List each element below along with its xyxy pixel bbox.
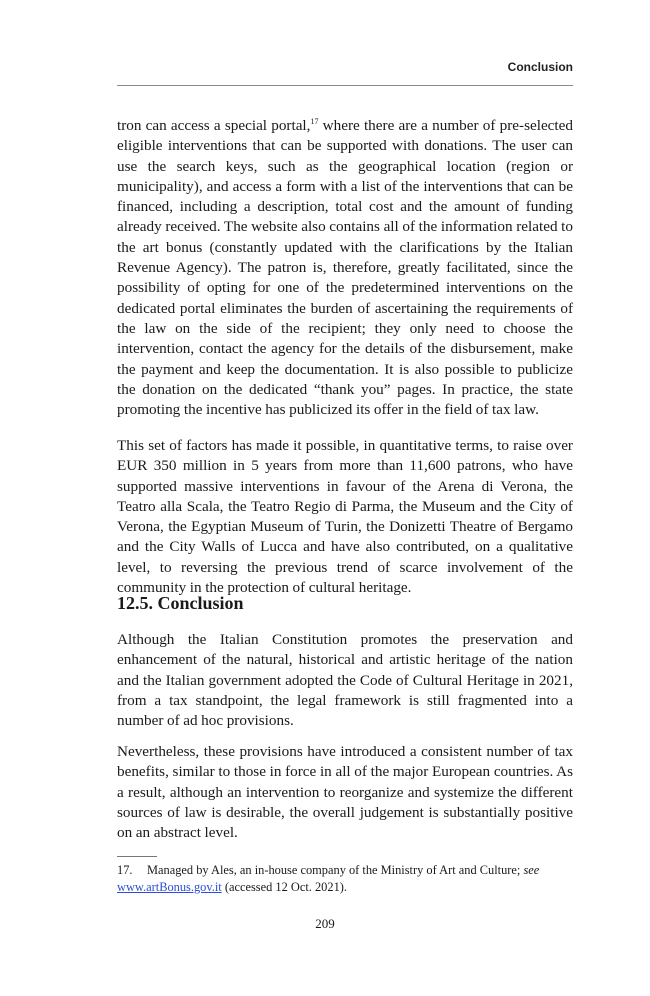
section-heading-block [117,592,573,614]
footnote [117,862,573,895]
footnote-text: Managed by Ales, an in-house company of the Ministry of Art and Culture; [147,863,524,877]
body-paragraph-3 [117,630,573,731]
footnote-divider [117,856,157,857]
footnote-link[interactable]: www.artBonus.gov.it [117,879,222,894]
paragraph-text: This set of factors has made it possible, in quantitative terms, to raise over EUR 350 million in 5 years from more than 11,600 patrons, who have supported massive interventions in favour of the Arena di Verona, the Teatro alla Scala, the Teatro Regio di Parma, the Museum and the City of Verona, the Egyptian Museum of Turin, the Donizetti Theatre of Bergamo and the City Walls of Lucca and have also contributed, on a qualitative level, to reversing the previous trend of scarce involvement of the community in the protection of cultural heritage. [117,437,573,597]
body-paragraph-1 [117,116,573,420]
paragraph-text: tron can access a special portal, [117,117,311,134]
footnote-number: 17. [117,863,133,877]
footnote-access-date: (accessed 12 Oct. 2021). [221,879,347,894]
running-head: Conclusion [507,60,573,74]
footnote-reference[interactable]: 17 [310,117,319,126]
paragraph-text: Although the Italian Constitution promotes the preservation and enhancement of the natural, historical and artistic heritage of the nation and the Italian government adopted the Code of Cultural Heritage in 2021, from a tax standpoint, the legal framework is still fragmented into a number of ad hoc provisions. [117,631,573,730]
body-paragraph-2 [117,436,573,598]
footnote-see: see [523,863,540,877]
section-heading: 12.5. Conclusion [117,593,244,613]
body-paragraph-4 [117,742,573,843]
header-divider [117,85,573,86]
page-number: 209 [315,916,335,931]
paragraph-text: Nevertheless, these provisions have introduced a consistent number of tax benefits, similar to those in force in all of the major European countries. As a result, although an intervention to reorganize and systemize the different sources of law is desirable, the overall judgement is substantially positive on an abstract level. [117,743,573,842]
paragraph-text: where there are a number of pre-selected eligible interventions that can be supported with donations. The user can use the search keys, such as the geographical location (region or municipality), and access a form with a list of the interventions that can be financed, including a description, total cost and the amount of funding already received. The website also contains all of the information related to the art bonus (constantly updated with the clarifications by the Italian Revenue Agency). The patron is, therefore, greatly facilitated, since the possibility of opting for one of the predetermined interventions on the dedicated portal eliminates the burden of ascertaining the requirements of the law on the side of the recipient; they only need to choose the intervention, contact the agency for the details of the disbursement, make the payment and keep the documentation. It is also possible to publicize the donation on the dedicated “thank you” pages. In practice, the state promoting the incentive has publicized its offer in the field of tax law. [117,117,573,419]
